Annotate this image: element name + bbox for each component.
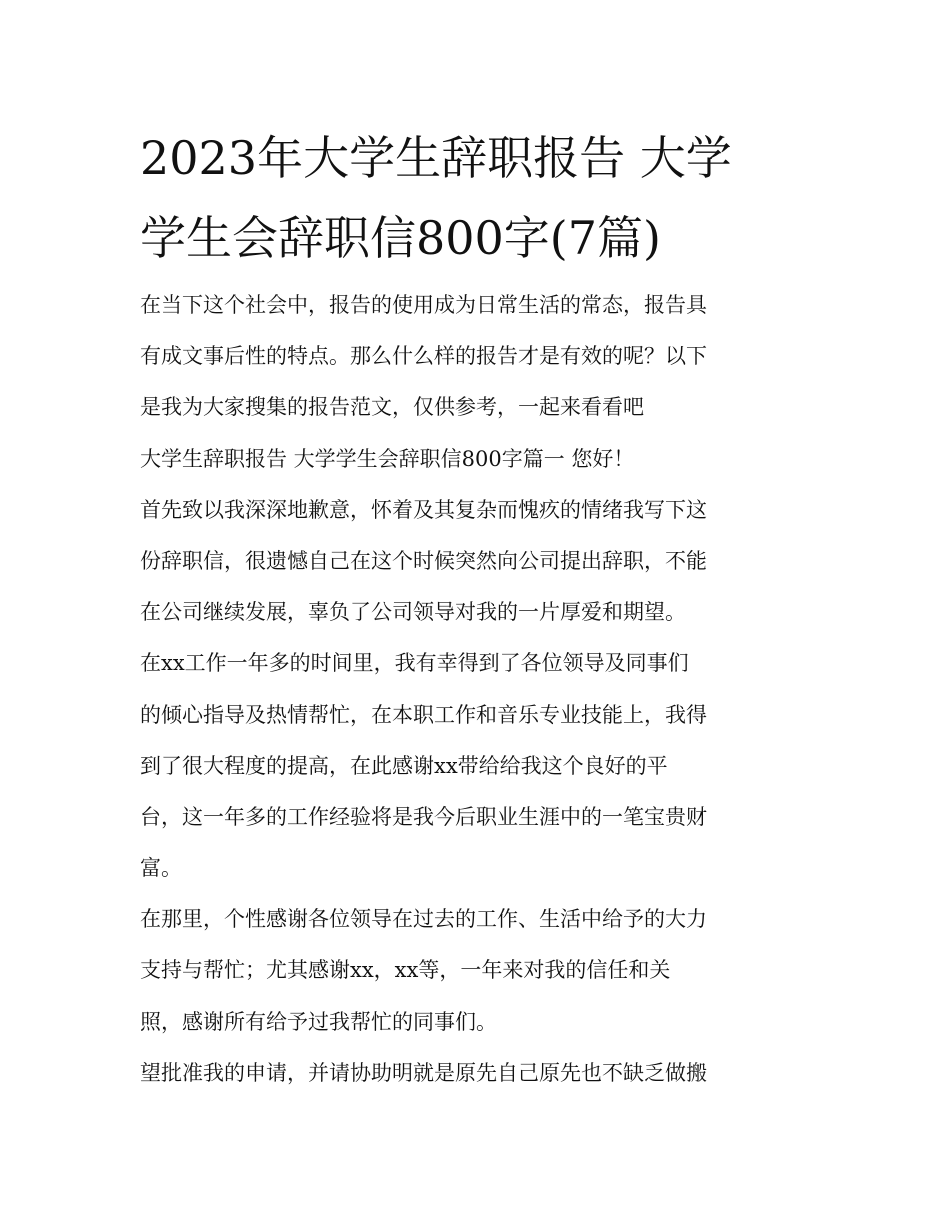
body-line: 大学生辞职报告 大学学生会辞职信800字篇一 您好！ bbox=[140, 446, 635, 471]
body-line: 首先致以我深深地歉意，怀着及其复杂而愧疚的情绪我写下这 bbox=[140, 497, 707, 522]
body-line: 有成文事后性的特点。那么什么样的报告才是有效的呢？以下 bbox=[140, 344, 707, 369]
body-line: 望批准我的申请，并请协助明就是原先自己原先也不缺乏做搬 bbox=[140, 1060, 707, 1085]
body-line: 是我为大家搜集的报告范文，仅供参考，一起来看看吧 bbox=[140, 395, 644, 420]
body-line: 照，感谢所有给予过我帮忙的同事们。 bbox=[140, 1009, 497, 1034]
body-line: 在xx工作一年多的时间里，我有幸得到了各位领导及同事们 bbox=[140, 651, 689, 676]
body-line: 在公司继续发展，辜负了公司领导对我的一片厚爱和期望。 bbox=[140, 600, 686, 625]
body-line: 支持与帮忙；尤其感谢xx，xx等，一年来对我的信任和关 bbox=[140, 958, 671, 983]
title-line: 学生会辞职信800字(7篇) bbox=[140, 211, 661, 265]
body-line: 富。 bbox=[140, 856, 182, 881]
document-title bbox=[140, 118, 820, 278]
body-line: 份辞职信，很遗憾自己在这个时候突然向公司提出辞职，不能 bbox=[140, 548, 707, 573]
document-body bbox=[140, 280, 820, 1099]
title-line: 2023年大学生辞职报告 大学 bbox=[140, 131, 732, 185]
body-line: 台，这一年多的工作经验将是我今后职业生涯中的一笔宝贵财 bbox=[140, 804, 707, 829]
body-line: 在那里，个性感谢各位领导在过去的工作、生活中给予的大力 bbox=[140, 907, 707, 932]
body-line: 在当下这个社会中，报告的使用成为日常生活的常态，报告具 bbox=[140, 293, 707, 317]
body-line: 到了很大程度的提高，在此感谢xx带给给我这个良好的平 bbox=[140, 753, 668, 778]
body-line: 的倾心指导及热情帮忙，在本职工作和音乐专业技能上，我得 bbox=[140, 702, 707, 727]
